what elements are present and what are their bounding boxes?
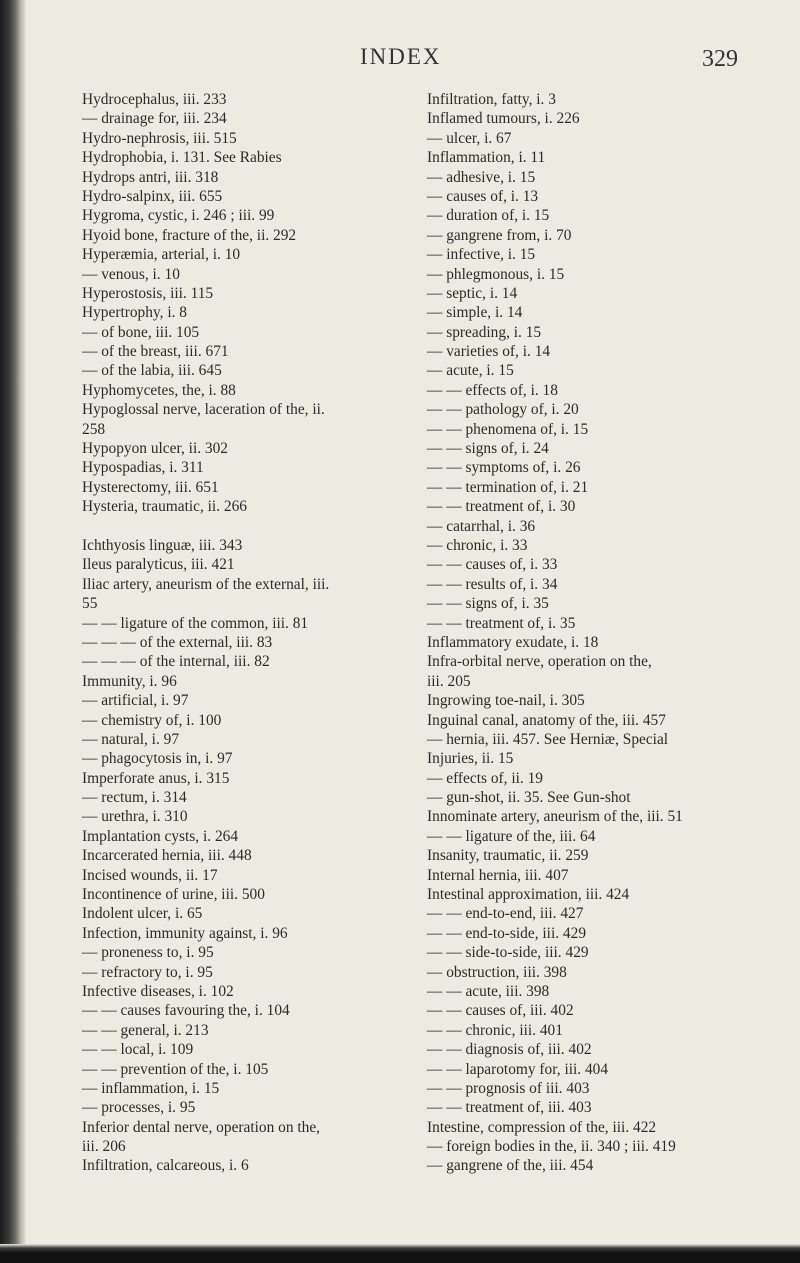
index-entry: — — — of the internal, iii. 82 (82, 653, 270, 671)
index-entry: — — local, i. 109 (82, 1041, 194, 1059)
index-entry: — venous, i. 10 (82, 265, 180, 283)
index-entry: — effects of, ii. 19 (427, 769, 543, 787)
index-entry: Indolent ulcer, i. 65 (82, 905, 203, 923)
index-entry: — — end-to-end, iii. 427 (427, 905, 584, 923)
index-entry: Hypopyon ulcer, ii. 302 (82, 440, 229, 458)
index-entry: — of the labia, iii. 645 (82, 362, 222, 380)
index-entry: Hydro-salpinx, iii. 655 (82, 187, 223, 205)
index-entry: Hydro-nephrosis, iii. 515 (82, 129, 237, 147)
index-entry: — inflammation, i. 15 (82, 1079, 220, 1097)
index-entry: — — prognosis of iii. 403 (427, 1079, 590, 1097)
index-entry: — — ligature of the common, iii. 81 (82, 614, 309, 632)
index-entry: — causes of, i. 13 (427, 187, 539, 205)
index-entry: — — general, i. 213 (82, 1021, 209, 1039)
index-entry: Implantation cysts, i. 264 (82, 827, 239, 845)
index-entry: Hyperostosis, iii. 115 (82, 284, 214, 302)
index-entry: Hysteria, traumatic, ii. 266 (82, 498, 247, 516)
index-entry: — natural, i. 97 (82, 730, 180, 748)
index-entry: — — causes favouring the, i. 104 (82, 1002, 290, 1020)
index-spacer (82, 517, 418, 536)
index-entry: — — ligature of the, iii. 64 (427, 827, 596, 845)
index-entry: — rectum, i. 314 (82, 789, 187, 807)
index-entry: — — treatment of, i. 30 (427, 498, 576, 516)
index-entry: Intestinal approximation, iii. 424 (427, 886, 630, 904)
index-entry: Innominate artery, aneurism of the, iii. 51 (427, 808, 683, 826)
index-entry: — drainage for, iii. 234 (82, 110, 227, 128)
index-entry: — foreign bodies in the, ii. 340 ; iii. 419 (427, 1138, 676, 1156)
index-entry: — refractory to, i. 95 (82, 963, 213, 981)
index-entry: — — symptoms of, i. 26 (427, 459, 581, 477)
page-title: INDEX (360, 44, 442, 69)
index-entry: — gangrene of the, iii. 454 (427, 1157, 594, 1175)
index-entry: — of the breast, iii. 671 (82, 343, 229, 361)
index-entry: — — end-to-side, iii. 429 (427, 924, 587, 942)
index-entry: — of bone, iii. 105 (82, 323, 200, 341)
index-entry: Intestine, compression of the, iii. 422 (427, 1118, 657, 1136)
index-entry: — chronic, i. 33 (427, 536, 528, 554)
index-entry: iii. 206 (82, 1138, 126, 1156)
index-entry: — — pathology of, i. 20 (427, 401, 579, 419)
index-entry: — — signs of, i. 24 (427, 440, 549, 458)
index-column-right (427, 90, 759, 1176)
index-entry: Hydrocephalus, iii. 233 (82, 91, 227, 108)
index-entry: Ichthyosis linguæ, iii. 343 (82, 536, 243, 554)
book-spine-shadow (0, 0, 26, 1263)
index-entry: Inflamed tumours, i. 226 (427, 110, 580, 128)
index-entry: — — causes of, i. 33 (427, 556, 558, 574)
index-entry: Immunity, i. 96 (82, 672, 177, 690)
index-entry: — chemistry of, i. 100 (82, 711, 222, 729)
index-entry: — spreading, i. 15 (427, 323, 542, 341)
index-entry: Hydrops antri, iii. 318 (82, 168, 219, 186)
index-entry: — simple, i. 14 (427, 304, 523, 322)
index-entry: Hypospadias, i. 311 (82, 459, 204, 477)
index-entry: Internal hernia, iii. 407 (427, 866, 569, 884)
index-entry: — septic, i. 14 (427, 284, 518, 302)
index-entry: — proneness to, i. 95 (82, 944, 214, 962)
index-entry: — phagocytosis in, i. 97 (82, 750, 233, 768)
index-entry: — — causes of, iii. 402 (427, 1002, 574, 1020)
index-entry: Imperforate anus, i. 315 (82, 769, 230, 787)
index-entry: Ingrowing toe-nail, i. 305 (427, 692, 585, 710)
index-entry: — adhesive, i. 15 (427, 168, 536, 186)
index-entry: — — effects of, i. 18 (427, 381, 558, 399)
index-entry: — — phenomena of, i. 15 (427, 420, 589, 438)
index-entry: — — prevention of the, i. 105 (82, 1060, 269, 1078)
index-entry: — processes, i. 95 (82, 1099, 196, 1117)
index-entry: — infective, i. 15 (427, 246, 536, 264)
page-bottom-edge (0, 1244, 800, 1263)
index-entry: — varieties of, i. 14 (427, 343, 551, 361)
index-entry: — — acute, iii. 398 (427, 982, 550, 1000)
index-entry: — hernia, iii. 457. See Herniæ, Special (427, 730, 669, 748)
index-entry: iii. 205 (427, 672, 471, 690)
index-column-left (82, 90, 418, 1176)
index-entry: — gangrene from, i. 70 (427, 226, 572, 244)
index-entry: Inguinal canal, anatomy of the, iii. 457 (427, 711, 666, 729)
index-entry: — — side-to-side, iii. 429 (427, 944, 589, 962)
index-entry: 258 (82, 420, 106, 438)
index-entry: — — laparotomy for, iii. 404 (427, 1060, 609, 1078)
index-entry: Hyoid bone, fracture of the, ii. 292 (82, 226, 297, 244)
index-entry: Hypoglossal nerve, laceration of the, ii. (82, 401, 325, 419)
index-entry: — artificial, i. 97 (82, 692, 189, 710)
index-entry: Infra-orbital nerve, operation on the, (427, 653, 652, 671)
page-number: 329 (702, 46, 738, 72)
index-entry: Injuries, ii. 15 (427, 750, 514, 768)
index-entry: — — results of, i. 34 (427, 575, 558, 593)
index-entry: — urethra, i. 310 (82, 808, 188, 826)
index-entry: Hyperæmia, arterial, i. 10 (82, 246, 241, 264)
index-entry: Infiltration, fatty, i. 3 (427, 91, 556, 108)
index-entry: Inflammation, i. 11 (427, 149, 546, 167)
index-entry: Insanity, traumatic, ii. 259 (427, 847, 589, 865)
index-entry: Hygroma, cystic, i. 246 ; iii. 99 (82, 207, 275, 225)
index-entry: Inferior dental nerve, operation on the, (82, 1118, 321, 1136)
index-entry: — — termination of, i. 21 (427, 478, 589, 496)
index-entry: Incontinence of urine, iii. 500 (82, 886, 265, 904)
index-entry: Inflammatory exudate, i. 18 (427, 633, 599, 651)
index-entry: — — diagnosis of, iii. 402 (427, 1041, 592, 1059)
index-entry: — obstruction, iii. 398 (427, 963, 567, 981)
index-entry: Ileus paralyticus, iii. 421 (82, 556, 235, 574)
index-entry: Incarcerated hernia, iii. 448 (82, 847, 252, 865)
index-entry: Iliac artery, aneurism of the external, iii. (82, 575, 330, 593)
index-entry: — — treatment of, iii. 403 (427, 1099, 592, 1117)
index-entry: — duration of, i. 15 (427, 207, 550, 225)
index-entry: Infective diseases, i. 102 (82, 982, 234, 1000)
index-entry: 55 (82, 595, 98, 613)
index-entry: — — chronic, iii. 401 (427, 1021, 563, 1039)
index-entry: Hydrophobia, i. 131. See Rabies (82, 149, 282, 167)
index-entry: — acute, i. 15 (427, 362, 514, 380)
index-entry: Hysterectomy, iii. 651 (82, 478, 219, 496)
index-entry: Infiltration, calcareous, i. 6 (82, 1157, 249, 1175)
index-entry: — phlegmonous, i. 15 (427, 265, 565, 283)
index-entry: Incised wounds, ii. 17 (82, 866, 218, 884)
index-entry: — — treatment of, i. 35 (427, 614, 576, 632)
index-entry: — — — of the external, iii. 83 (82, 633, 273, 651)
index-entry: Hyphomycetes, the, i. 88 (82, 381, 236, 399)
index-entry: — ulcer, i. 67 (427, 129, 512, 147)
index-entry: — — signs of, i. 35 (427, 595, 549, 613)
index-entry: Hypertrophy, i. 8 (82, 304, 188, 322)
index-entry: — catarrhal, i. 36 (427, 517, 536, 535)
page-header (0, 44, 800, 74)
index-entry: — gun-shot, ii. 35. See Gun-shot (427, 789, 631, 807)
index-entry: Infection, immunity against, i. 96 (82, 924, 288, 942)
